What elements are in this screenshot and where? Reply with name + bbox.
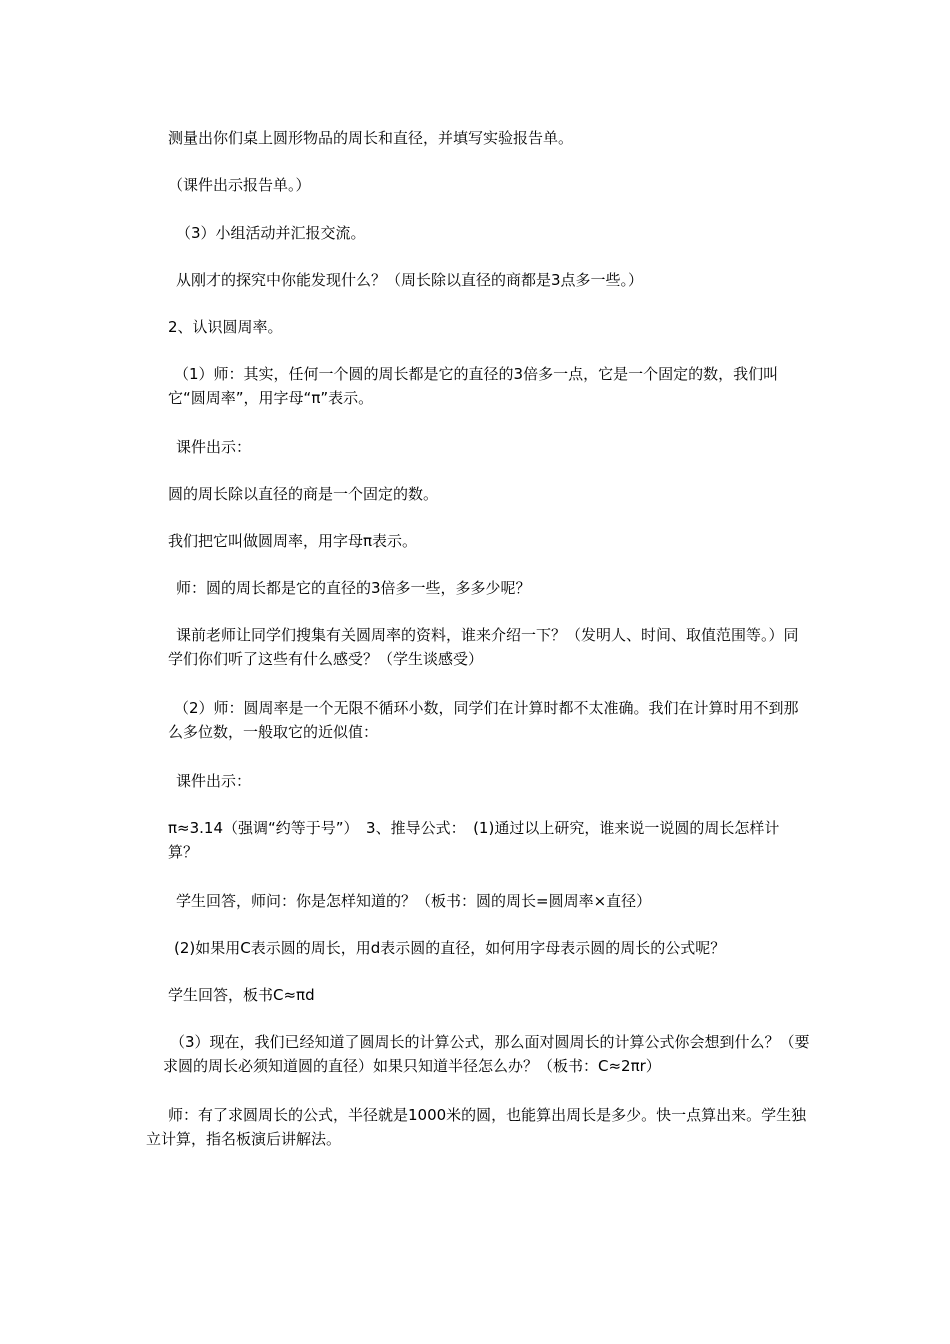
paragraph-compute: 师：有了求圆周长的公式，半径就是1000米的圆，也能算出周长是多少。快一点算出来。学生独立计算，指名板演后讲解法。: [146, 1106, 807, 1148]
paragraph-heading-pi: 2、认识圆周率。: [168, 318, 283, 336]
paragraph-student-answer: 学生回答，师问：你是怎样知道的？（板书：圆的周长=圆周率×直径）: [176, 892, 652, 910]
paragraph-group-activity: （3）小组活动并汇报交流。: [176, 224, 366, 242]
paragraph-teacher-1: （1）师：其实，任何一个圆的周长都是它的直径的3倍多一点，它是一个固定的数，我们叫它“圆周率”，用字母“π”表示。: [168, 365, 779, 407]
paragraph-quotient: 圆的周长除以直径的商是一个固定的数。: [168, 485, 439, 503]
paragraph-formula-question: (2)如果用C表示圆的周长，用d表示圆的直径，如何用字母表示圆的周长的公式呢？: [174, 939, 726, 957]
paragraph-teacher-question: 师：圆的周长都是它的直径的3倍多一些，多多少呢？: [176, 579, 531, 597]
paragraph-measure: 测量出你们桌上圆形物品的周长和直径，并填写实验报告单。: [168, 129, 574, 147]
paragraph-courseware-1: 课件出示：: [176, 438, 252, 456]
paragraph-radius-formula: （3）现在，我们已经知道了圆周长的计算公式，那么面对圆周长的计算公式你会想到什么？（要求圆的周长必须知道圆的直径）如果只知道半径怎么办？（板书：C≈2πr）: [163, 1033, 810, 1075]
paragraph-pi-definition: 我们把它叫做圆周率，用字母π表示。: [168, 532, 418, 550]
paragraph-board-c: 学生回答，板书C≈πd: [168, 986, 315, 1004]
paragraph-teacher-2: （2）师：圆周率是一个无限不循环小数，同学们在计算时都不太准确。我们在计算时用不到那么多位数，一般取它的近似值：: [168, 699, 799, 741]
paragraph-courseware-2: 课件出示：: [176, 772, 252, 790]
paragraph-report-sheet: （课件出示报告单。）: [168, 176, 311, 194]
paragraph-materials: 课前老师让同学们搜集有关圆周率的资料，谁来介绍一下？（发明人、时间、取值范围等。）同学们你们听了这些有什么感受？（学生谈感受）: [168, 626, 799, 668]
paragraph-discovery: 从刚才的探究中你能发现什么？（周长除以直径的商都是3点多一些。）: [176, 271, 644, 289]
paragraph-pi-approx: π≈3.14（强调“约等于号”） 3、推导公式： (1)通过以上研究，谁来说一说圆的周长怎样计算？: [168, 819, 780, 861]
